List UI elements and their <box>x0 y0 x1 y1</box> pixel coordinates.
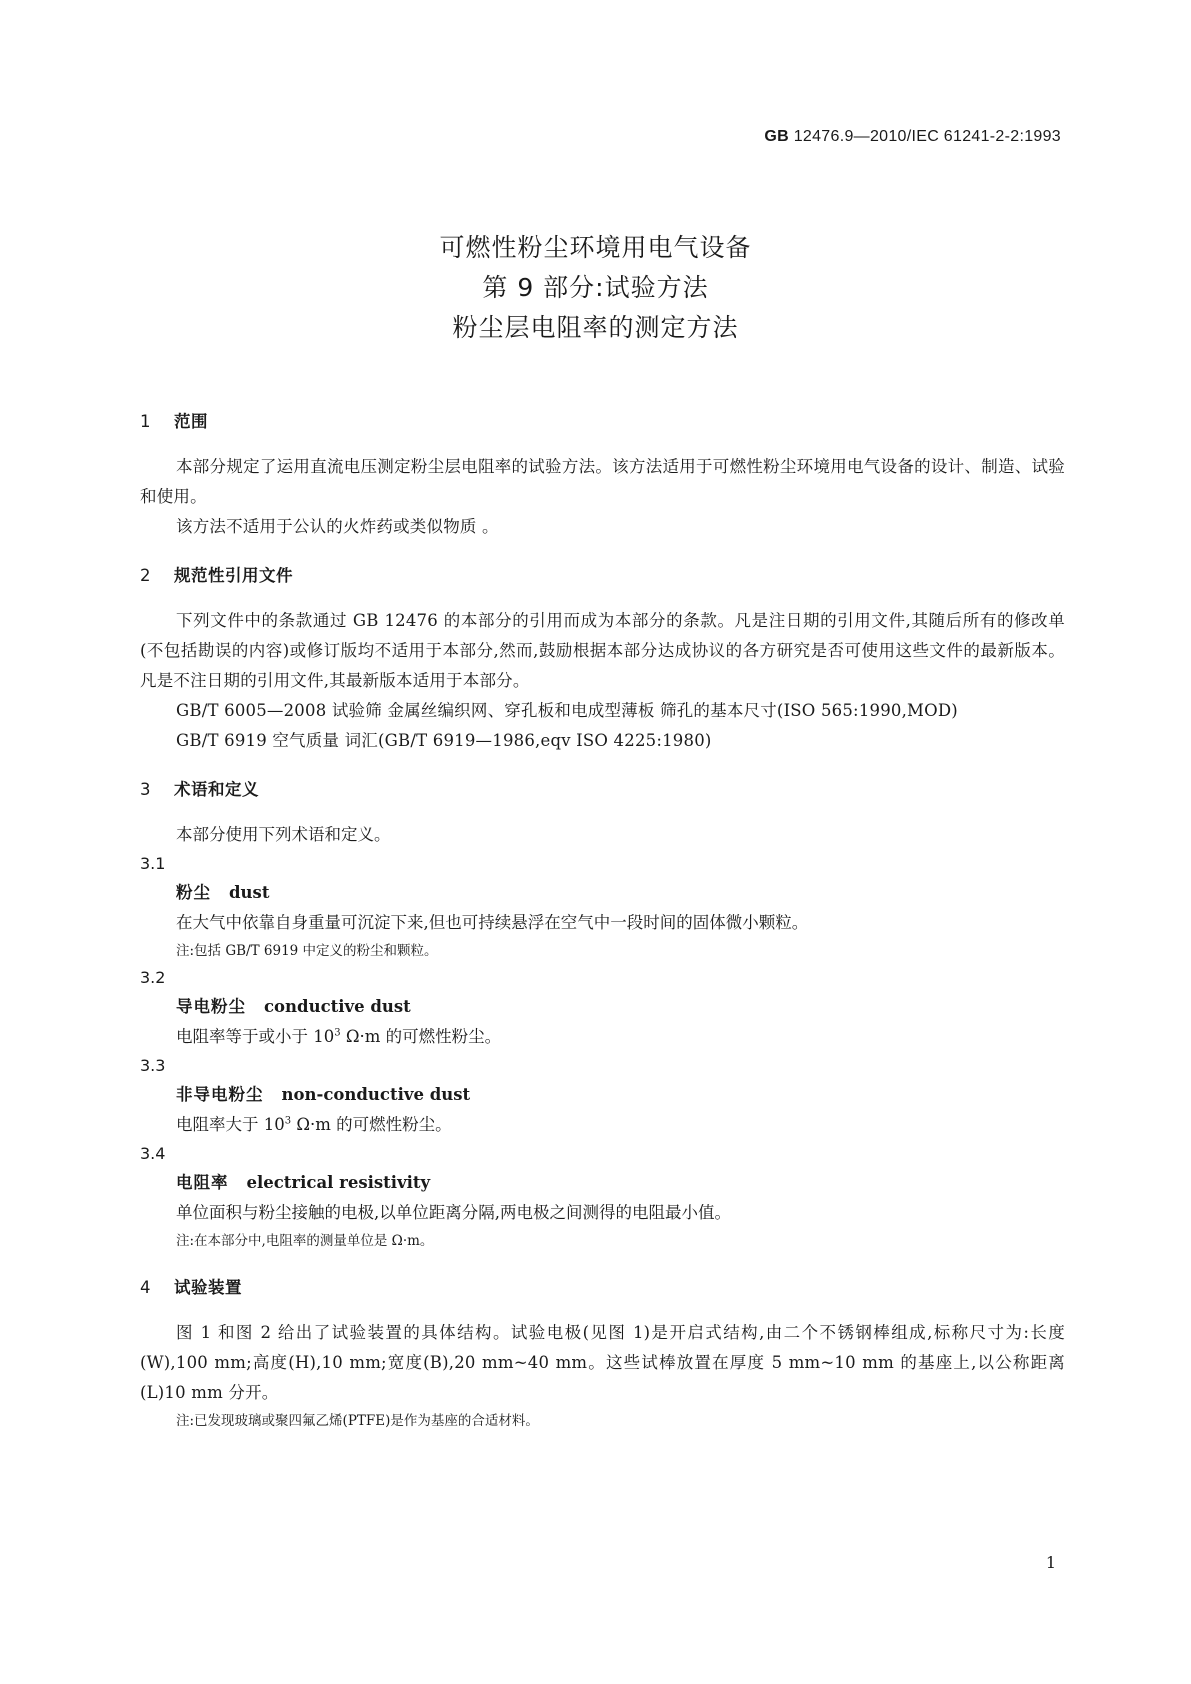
term-zh: 非导电粉尘 <box>176 1085 264 1104</box>
section-4-paragraph-1: 图 1 和图 2 给出了试验装置的具体结构。试验电极(见图 1)是开启式结构,由二个不锈钢棒组成,标称尺寸为:长度(W),100 mm;高度(H),10 mm;宽度(B),20 mm~40 mm。这些试棒放置在厚度 5 mm~10 mm 的基座上,以公称距离(L)10 mm 分开。 <box>140 1323 1065 1402</box>
term-3-1 <box>140 878 1065 908</box>
term-3-3 <box>140 1080 1065 1110</box>
standard-code <box>764 128 1061 146</box>
term-zh: 导电粉尘 <box>176 997 246 1016</box>
section-3-intro: 本部分使用下列术语和定义。 <box>176 825 391 844</box>
exponent: 3 <box>334 1027 341 1039</box>
title-line-1: 可燃性粉尘环境用电气设备 <box>439 233 752 262</box>
standard-code-rest: 12476.9—2010/IEC 61241-2-2:1993 <box>788 128 1061 145</box>
term-3-1-note: 注:包括 GB/T 6919 中定义的粉尘和颗粒。 <box>176 943 438 959</box>
title-line-2: 第 9 部分:试验方法 <box>482 273 709 302</box>
term-3-2-number: 3.2 <box>140 968 166 987</box>
section-title: 试验装置 <box>174 1278 242 1297</box>
document-body <box>140 410 1065 1434</box>
term-en: electrical resistivity <box>246 1173 431 1192</box>
section-1-paragraph-2: 该方法不适用于公认的火炸药或类似物质 。 <box>176 517 499 536</box>
definition-text-b: Ω·m 的可燃性粉尘。 <box>291 1115 452 1134</box>
definition-text-a: 电阻率大于 10 <box>176 1115 285 1134</box>
document-title <box>0 228 1191 348</box>
section-title: 规范性引用文件 <box>174 566 293 585</box>
term-3-3-number: 3.3 <box>140 1056 166 1075</box>
term-3-4-number: 3.4 <box>140 1144 166 1163</box>
section-3-heading <box>140 778 1065 802</box>
section-2-paragraph-1: 下列文件中的条款通过 GB 12476 的本部分的引用而成为本部分的条款。凡是注日期的引用文件,其随后所有的修改单(不包括勘误的内容)或修订版均不适用于本部分,然而,鼓励根据本部分达成协议的各方研究是否可使用这些文件的最新版本。凡是不注日期的引用文件,其最新版本适用于本部分。 <box>140 611 1065 690</box>
term-zh: 粉尘 <box>176 883 211 902</box>
term-3-4-note: 注:在本部分中,电阻率的测量单位是 Ω·m。 <box>176 1233 434 1249</box>
term-3-1-definition: 在大气中依靠自身重量可沉淀下来,但也可持续悬浮在空气中一段时间的固体微小颗粒。 <box>176 913 809 932</box>
term-3-2-definition <box>140 1022 1065 1052</box>
term-3-4 <box>140 1168 1065 1198</box>
section-number: 1 <box>140 412 151 431</box>
section-number: 3 <box>140 780 151 799</box>
term-3-1-number: 3.1 <box>140 854 166 873</box>
section-1-heading <box>140 410 1065 434</box>
definition-text-a: 电阻率等于或小于 10 <box>176 1027 335 1046</box>
standard-code-prefix: GB <box>764 128 789 145</box>
section-2-heading <box>140 564 1065 588</box>
term-zh: 电阻率 <box>176 1173 229 1192</box>
reference-2: GB/T 6919 空气质量 词汇(GB/T 6919—1986,eqv ISO 4225:1980) <box>176 731 712 750</box>
section-title: 范围 <box>174 412 208 431</box>
term-en: dust <box>229 883 270 902</box>
title-line-3: 粉尘层电阻率的测定方法 <box>452 313 739 342</box>
exponent: 3 <box>284 1115 292 1127</box>
section-number: 4 <box>140 1278 151 1297</box>
section-4-heading <box>140 1276 1065 1300</box>
section-4-note: 注:已发现玻璃或聚四氟乙烯(PTFE)是作为基座的合适材料。 <box>176 1413 539 1429</box>
term-3-4-definition: 单位面积与粉尘接触的电极,以单位距离分隔,两电极之间测得的电阻最小值。 <box>176 1203 731 1222</box>
term-3-2 <box>140 992 1065 1022</box>
section-1-paragraph-1: 本部分规定了运用直流电压测定粉尘层电阻率的试验方法。该方法适用于可燃性粉尘环境用电气设备的设计、制造、试验和使用。 <box>140 457 1065 506</box>
page-number: 1 <box>1045 1553 1056 1572</box>
term-en: non-conductive dust <box>281 1085 471 1104</box>
section-title: 术语和定义 <box>174 780 259 799</box>
section-number: 2 <box>140 566 151 585</box>
term-3-3-definition <box>140 1110 1065 1140</box>
definition-text-b: Ω·m 的可燃性粉尘。 <box>340 1027 502 1046</box>
term-en: conductive dust <box>264 997 411 1016</box>
reference-1: GB/T 6005—2008 试验筛 金属丝编织网、穿孔板和电成型薄板 筛孔的基本尺寸(ISO 565:1990,MOD) <box>176 701 958 720</box>
